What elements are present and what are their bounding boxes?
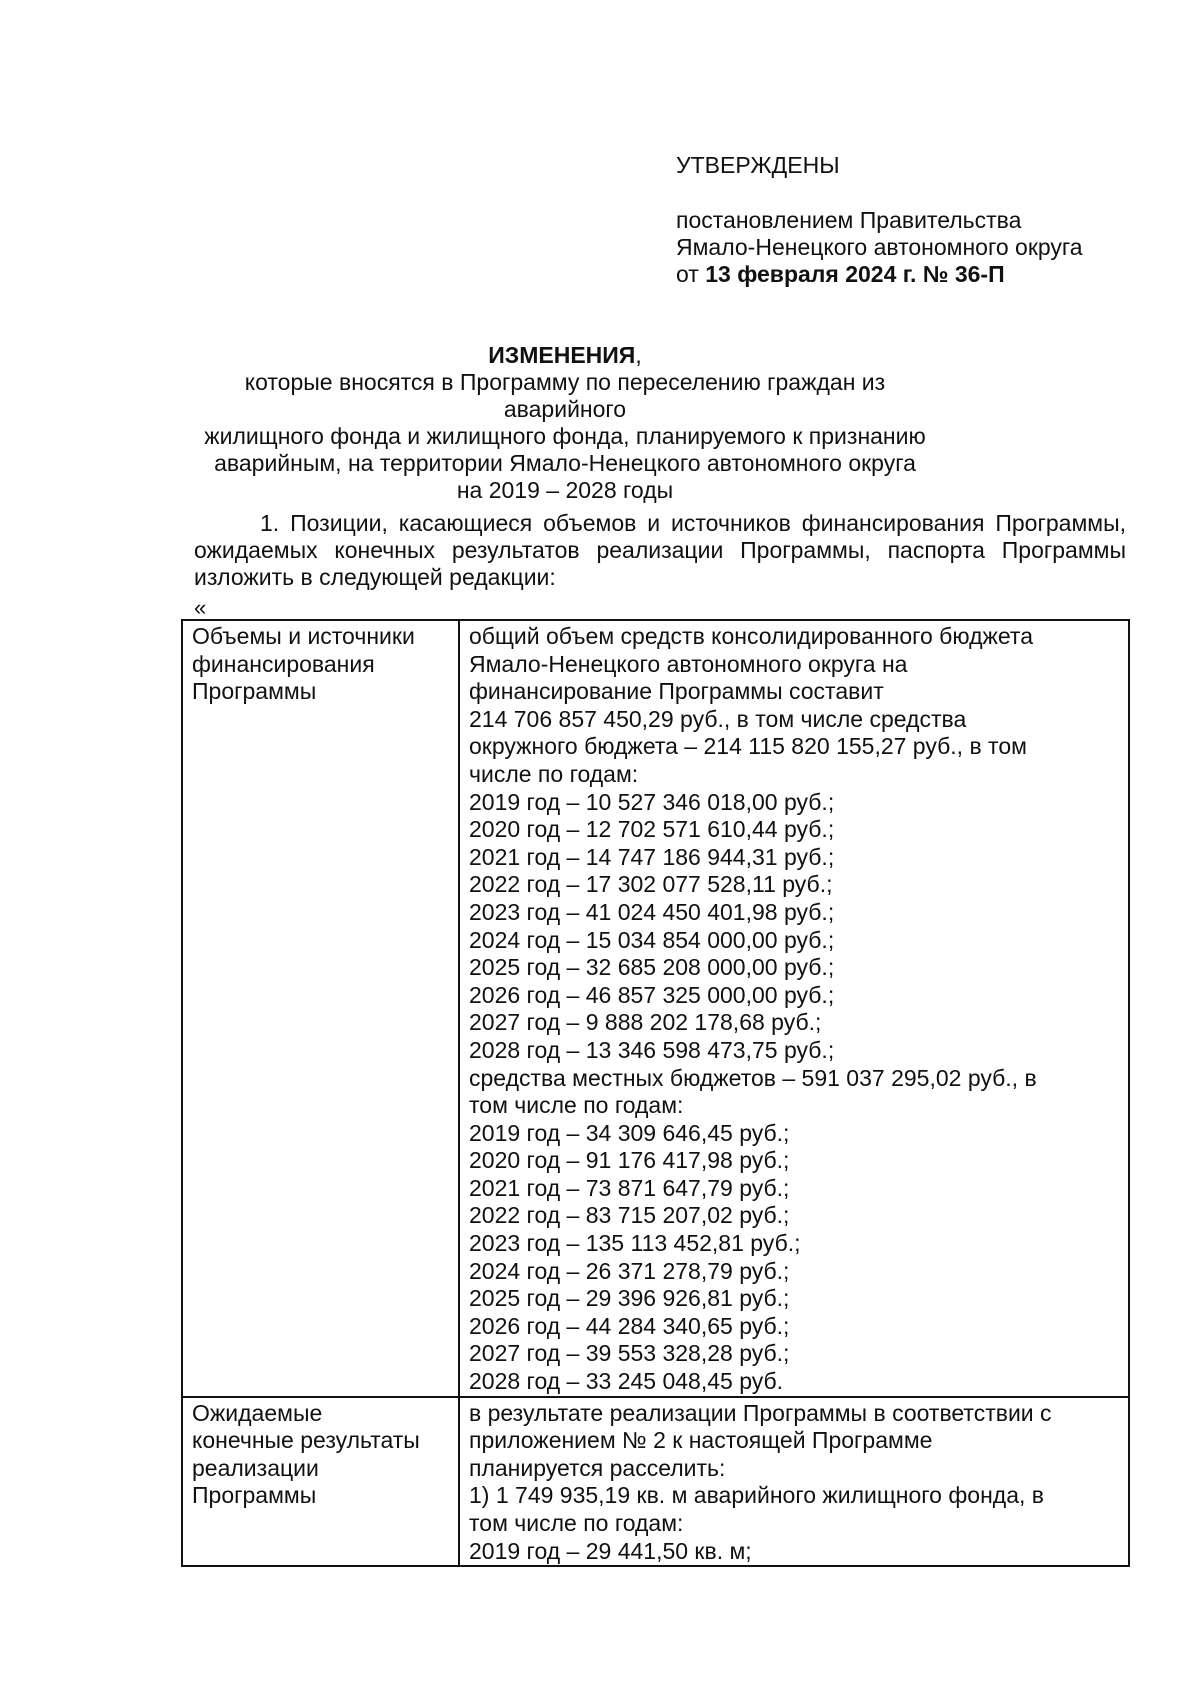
table-row	[182, 1397, 1129, 1567]
text-line: Ямало-Ненецкого автономного округа на	[469, 650, 908, 677]
table-row	[182, 620, 1129, 1397]
text-line: 2019 год – 10 527 346 018,00 руб.;	[469, 788, 835, 815]
row-content-cell	[459, 620, 1129, 1397]
approval-date-line	[676, 261, 1146, 288]
row-label-cell	[182, 1397, 459, 1567]
approval-stamp: УТВЕРЖДЕНЫ	[676, 152, 840, 178]
opening-quote-mark: «	[194, 595, 207, 620]
row-label	[192, 623, 452, 706]
approval-block	[676, 152, 1146, 288]
document-heading	[190, 342, 940, 504]
heading-subtitle-3: аварийным, на территории Ямало-Ненецкого автономного округа	[214, 450, 916, 476]
text-line: конечные результаты	[192, 1427, 420, 1454]
text-line: 2027 год – 39 553 328,28 руб.;	[469, 1340, 790, 1367]
text-line: том числе по годам:	[469, 1510, 684, 1536]
text-line: общий объем средств консолидированного бюджета	[469, 623, 1033, 649]
text-line: Программы	[192, 1482, 317, 1509]
row-content	[469, 623, 1122, 1396]
text-line: Программы	[192, 678, 317, 705]
text-line: 2021 год – 14 747 186 944,31 руб.;	[469, 843, 835, 870]
text-line: 2024 год – 26 371 278,79 руб.;	[469, 1257, 790, 1284]
row-label-cell	[182, 620, 459, 1397]
text-line: Ожидаемые	[192, 1399, 323, 1426]
text-line: 2028 год – 33 245 048,45 руб.	[469, 1368, 784, 1395]
approval-line-1: постановлением Правительства	[676, 207, 1022, 233]
text-line: 2019 год – 34 309 646,45 руб.;	[469, 1119, 790, 1146]
heading-subtitle-1: которые вносятся в Программу по переселению граждан из аварийного	[244, 369, 886, 422]
approval-date: 13 февраля 2024 г. № 36-П	[705, 261, 1005, 287]
program-passport-table	[181, 619, 1130, 1567]
text-line: 2020 год – 12 702 571 610,44 руб.;	[469, 816, 835, 843]
text-line: 214 706 857 450,29 руб., в том числе средства	[469, 705, 967, 732]
text-line: 2024 год – 15 034 854 000,00 руб.;	[469, 926, 835, 953]
row-content	[469, 1400, 1122, 1566]
row-label	[192, 1400, 452, 1510]
heading-title: ИЗМЕНЕНИЯ	[488, 342, 636, 368]
text-line: 1) 1 749 935,19 кв. м аварийного жилищного фонда, в	[469, 1482, 1044, 1509]
heading-subtitle-2: жилищного фонда и жилищного фонда, планируемого к признанию	[204, 423, 926, 449]
text-line: 2022 год – 83 715 207,02 руб.;	[469, 1202, 790, 1229]
text-line: приложением № 2 к настоящей Программе	[469, 1427, 933, 1454]
text-line: средства местных бюджетов – 591 037 295,02 руб., в	[469, 1064, 1037, 1091]
approval-line-2: Ямало-Ненецкого автономного округа	[676, 234, 1083, 260]
text-line: реализации	[192, 1454, 319, 1481]
row-content-cell	[459, 1397, 1129, 1567]
text-line: 2026 год – 46 857 325 000,00 руб.;	[469, 981, 835, 1008]
heading-title-line	[190, 342, 940, 369]
text-line: финансирование Программы составит	[469, 678, 884, 705]
intro-paragraph: 1. Позиции, касающиеся объемов и источников финансирования Программы, ожидаемых конечных результатов реализации Программы, паспорта Программы изложить в следующей редакции:	[194, 510, 1126, 590]
heading-subtitle-4: на 2019 – 2028 годы	[456, 477, 674, 503]
heading-title-suffix: ,	[635, 342, 642, 368]
text-line: 2023 год – 41 024 450 401,98 руб.;	[469, 898, 835, 925]
text-line: 2025 год – 32 685 208 000,00 руб.;	[469, 954, 835, 981]
text-line: 2022 год – 17 302 077 528,11 руб.;	[469, 871, 833, 898]
text-line: Объемы и источники	[192, 623, 415, 649]
text-line: том числе по годам:	[469, 1092, 684, 1119]
text-line: финансирования	[192, 650, 375, 677]
approval-date-prefix: от	[676, 261, 706, 287]
text-line: окружного бюджета – 214 115 820 155,27 руб., в том	[469, 733, 1027, 760]
text-line: 2026 год – 44 284 340,65 руб.;	[469, 1312, 790, 1339]
text-line: в результате реализации Программы в соответствии с	[469, 1399, 1052, 1426]
text-line: 2019 год – 29 441,50 кв. м;	[469, 1537, 752, 1564]
text-line: 2027 год – 9 888 202 178,68 руб.;	[469, 1009, 822, 1036]
text-line: 2028 год – 13 346 598 473,75 руб.;	[469, 1036, 835, 1063]
text-line: 2021 год – 73 871 647,79 руб.;	[469, 1174, 790, 1201]
text-line: 2023 год – 135 113 452,81 руб.;	[469, 1230, 801, 1257]
text-line: планируется расселить:	[469, 1454, 726, 1481]
text-line: числе по годам:	[469, 760, 639, 787]
text-line: 2020 год – 91 176 417,98 руб.;	[469, 1147, 790, 1174]
text-line: 2025 год – 29 396 926,81 руб.;	[469, 1285, 790, 1312]
